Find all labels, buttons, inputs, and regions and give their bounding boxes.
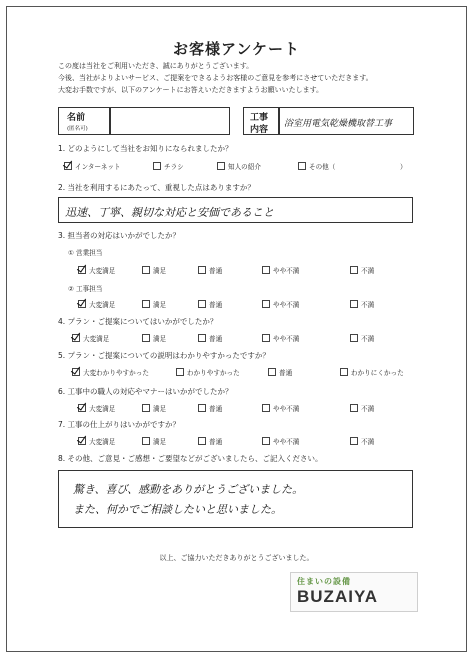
q5-option-label: 普通 — [279, 369, 293, 377]
rating-label: 普通 — [209, 438, 223, 446]
q1-text: 1. どのようにして当社をお知りになられましたか？ — [58, 144, 233, 153]
rating-label: 普通 — [209, 301, 223, 309]
closing-text: 以上、ご協力いただきありがとうございました。 — [159, 554, 314, 562]
q3-sales-normal[interactable] — [198, 265, 222, 275]
q3-sub-sales: ① 営業担当 — [68, 249, 103, 257]
rating-label: 満足 — [153, 438, 167, 446]
checkbox-icon — [350, 404, 358, 412]
q6-text: 6. 工事中の職人の対応やマナーはいかがでしたか？ — [58, 387, 233, 396]
rating-label: 大変満足 — [89, 301, 116, 309]
rating-label: 普通 — [209, 335, 223, 343]
q1-option-internet[interactable] — [64, 161, 121, 171]
checkbox-icon — [198, 300, 206, 308]
q1-other-close: ） — [400, 163, 407, 171]
checkbox-icon — [298, 162, 306, 170]
rating-label: 大変満足 — [83, 335, 110, 343]
checkbox-icon — [176, 368, 184, 376]
checkbox-icon — [142, 437, 150, 445]
q8-answer-box[interactable] — [58, 470, 413, 528]
q6-satisfied[interactable] — [142, 403, 166, 413]
checkbox-icon — [350, 437, 358, 445]
q3-construction-very-satisfied[interactable] — [78, 299, 115, 309]
q2-answer-box[interactable] — [58, 197, 413, 223]
page-title: お客様アンケート — [172, 40, 301, 58]
rating-label: やや不満 — [273, 405, 300, 413]
rating-label: 不満 — [361, 438, 375, 446]
work-label-1: 工事 — [250, 113, 269, 123]
q3-construction-dissatisfied[interactable] — [350, 299, 374, 309]
name-label-box — [58, 107, 110, 135]
q8-text: 8. その他、ご意見・ご感想・ご要望などがございましたら、ご記入ください。 — [58, 454, 323, 463]
q3-construction-satisfied[interactable] — [142, 299, 166, 309]
checkbox-icon — [350, 300, 358, 308]
q1-option-label: インターネット — [75, 163, 121, 171]
q1-option-label: チラシ — [164, 163, 184, 171]
q7-text: 7. 工事の仕上がりはいかがですか？ — [58, 420, 181, 429]
name-sub-label: (匿名可) — [67, 126, 88, 132]
checkbox-icon — [262, 300, 270, 308]
q4-dissatisfied[interactable] — [350, 333, 374, 343]
checkbox-checked-icon — [64, 162, 72, 170]
checkbox-checked-icon — [72, 368, 80, 376]
checkbox-checked-icon — [78, 300, 86, 308]
q7-dissatisfied[interactable] — [350, 436, 374, 446]
q3-sales-somewhat-dissatisfied[interactable] — [262, 265, 299, 275]
checkbox-icon — [268, 368, 276, 376]
q1-option-flyer[interactable] — [153, 161, 184, 171]
checkbox-icon — [198, 266, 206, 274]
rating-label: やや不満 — [273, 267, 300, 275]
checkbox-icon — [350, 266, 358, 274]
rating-label: 満足 — [153, 301, 167, 309]
intro-line-3: 大変お手数ですが、以下のアンケートにお答えいただきますようお願いいたします。 — [58, 86, 324, 94]
q1-option-label: 知人の紹介 — [228, 163, 261, 171]
rating-label: 普通 — [209, 267, 223, 275]
q7-very-satisfied[interactable] — [78, 436, 115, 446]
rating-label: 大変満足 — [89, 405, 116, 413]
logo-tagline: 住まいの設備 — [297, 577, 351, 586]
checkbox-icon — [142, 334, 150, 342]
work-field[interactable] — [279, 107, 414, 135]
rating-label: 不満 — [361, 335, 375, 343]
q3-sub-construction: ② 工事担当 — [68, 285, 103, 293]
work-label-box — [243, 107, 279, 135]
rating-label: 満足 — [153, 267, 167, 275]
rating-label: やや不満 — [273, 438, 300, 446]
checkbox-checked-icon — [72, 334, 80, 342]
q1-option-other[interactable] — [298, 161, 335, 171]
rating-label: 満足 — [153, 405, 167, 413]
checkbox-icon — [340, 368, 348, 376]
checkbox-icon — [198, 404, 206, 412]
rating-label: 不満 — [361, 301, 375, 309]
q6-dissatisfied[interactable] — [350, 403, 374, 413]
q3-text: 3. 担当者の対応はいかがでしたか？ — [58, 231, 181, 240]
checkbox-icon — [198, 334, 206, 342]
checkbox-icon — [262, 437, 270, 445]
q7-satisfied[interactable] — [142, 436, 166, 446]
q6-normal[interactable] — [198, 403, 222, 413]
q5-text: 5. プラン・ご提案についての説明はわかりやすかったですか？ — [58, 351, 270, 360]
rating-label: 大変満足 — [89, 438, 116, 446]
checkbox-icon — [142, 300, 150, 308]
rating-label: 大変満足 — [89, 267, 116, 275]
work-value: 浴室用電気乾燥機取替工事 — [284, 119, 393, 129]
checkbox-icon — [153, 162, 161, 170]
intro-line-1: この度は当社をご利用いただき、誠にありがとうございます。 — [58, 62, 254, 70]
work-label-2: 内容 — [250, 125, 269, 135]
q7-normal[interactable] — [198, 436, 222, 446]
intro-line-2: 今後、当社がよりよいサービス、ご提案をできるようお客様のご意見を参考にさせていただきます。 — [58, 74, 373, 82]
q1-option-label: その他（ — [309, 163, 336, 171]
rating-label: 不満 — [361, 267, 375, 275]
rating-label: 普通 — [209, 405, 223, 413]
q5-normal[interactable] — [268, 367, 292, 377]
q3-construction-normal[interactable] — [198, 299, 222, 309]
name-label: 名前 — [67, 113, 86, 123]
q4-normal[interactable] — [198, 333, 222, 343]
q4-satisfied[interactable] — [142, 333, 166, 343]
q8-answer-line-1: 驚き、喜び、感動をありがとうございました。 — [73, 483, 304, 496]
checkbox-icon — [350, 334, 358, 342]
checkbox-icon — [262, 334, 270, 342]
q6-very-satisfied[interactable] — [78, 403, 115, 413]
q4-very-satisfied[interactable] — [72, 333, 109, 343]
q5-option-label: わかりにくかった — [351, 369, 404, 377]
name-field[interactable] — [110, 107, 230, 135]
q4-somewhat-dissatisfied[interactable] — [262, 333, 299, 343]
checkbox-icon — [142, 266, 150, 274]
company-logo — [290, 572, 418, 612]
checkbox-checked-icon — [78, 266, 86, 274]
checkbox-icon — [262, 266, 270, 274]
q4-text: 4. プラン・ご提案についてはいかがでしたか？ — [58, 317, 218, 326]
rating-label: やや不満 — [273, 335, 300, 343]
rating-label: 満足 — [153, 335, 167, 343]
checkbox-icon — [262, 404, 270, 412]
rating-label: 不満 — [361, 405, 375, 413]
checkbox-icon — [198, 437, 206, 445]
checkbox-checked-icon — [78, 437, 86, 445]
q5-unclear[interactable] — [340, 367, 404, 377]
q3-sales-very-satisfied[interactable] — [78, 265, 115, 275]
q2-text: 2. 当社を利用するにあたって、重視した点はありますか？ — [58, 183, 255, 192]
q3-construction-somewhat-dissatisfied[interactable] — [262, 299, 299, 309]
q5-clear[interactable] — [176, 367, 240, 377]
q3-sales-dissatisfied[interactable] — [350, 265, 374, 275]
checkbox-icon — [142, 404, 150, 412]
q8-answer-line-2: また、何かでご相談したいと思いました。 — [73, 503, 282, 516]
checkbox-checked-icon — [78, 404, 86, 412]
q6-somewhat-dissatisfied[interactable] — [262, 403, 299, 413]
q2-answer: 迅速、丁寧、親切な対応と安価であること — [65, 206, 274, 219]
q5-option-label: わかりやすかった — [187, 369, 240, 377]
q3-sales-satisfied[interactable] — [142, 265, 166, 275]
q5-very-clear[interactable] — [72, 367, 149, 377]
checkbox-icon — [217, 162, 225, 170]
q5-option-label: 大変わかりやすかった — [83, 369, 149, 377]
q1-option-referral[interactable] — [217, 161, 261, 171]
logo-brand: BUZAIYA — [297, 587, 378, 606]
rating-label: やや不満 — [273, 301, 300, 309]
q7-somewhat-dissatisfied[interactable] — [262, 436, 299, 446]
